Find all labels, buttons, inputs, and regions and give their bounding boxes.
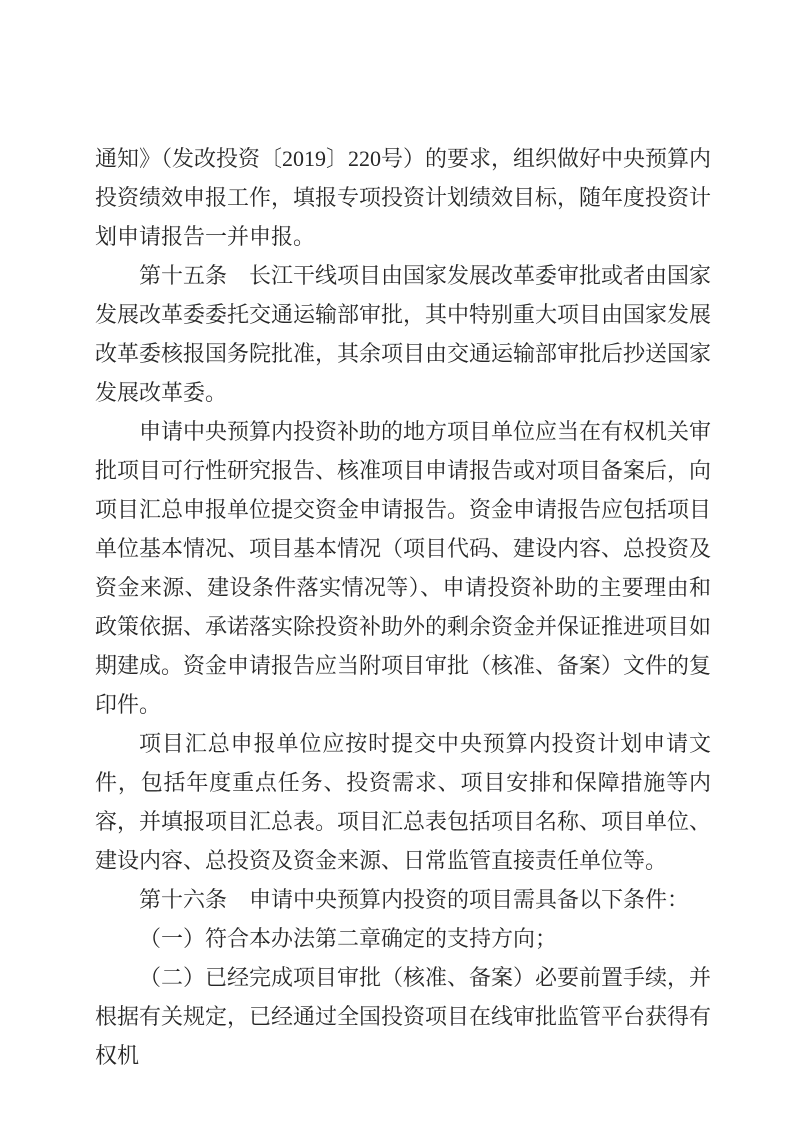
- paragraph: 第十六条 申请中央预算内投资的项目需具备以下条件：: [139, 887, 690, 912]
- paragraph: 通知》（发改投资〔2019〕220号）的要求，组织做好中央预算内投资绩效申报工作，填报专项投资计划绩效目标，随年度投资计划申请报告一并申报。: [95, 146, 712, 249]
- paragraph: （二）已经完成项目审批（核准、备案）必要前置手续，并根据有关规定，已经通过全国投资项目在线审批监管平台获得有权机: [95, 965, 712, 1068]
- paragraph: 项目汇总申报单位应按时提交中央预算内投资计划申请文件，包括年度重点任务、投资需求、项目安排和保障措施等内容，并填报项目汇总表。项目汇总表包括项目名称、项目单位、建设内容、总投资及资金来源、日常监管直接责任单位等。: [95, 731, 712, 873]
- paragraph: 第十五条 长江干线项目由国家发展改革委审批或者由国家发展改革委委托交通运输部审批，其中特别重大项目由国家发展改革委核报国务院批准，其余项目由交通运输部审批后抄送国家发展改革委。: [95, 263, 712, 405]
- paragraph: （一）符合本办法第二章确定的支持方向；: [139, 926, 558, 951]
- document-body: [95, 139, 711, 1075]
- paragraph: 申请中央预算内投资补助的地方项目单位应当在有权机关审批项目可行性研究报告、核准项目申请报告或对项目备案后，向项目汇总申报单位提交资金申请报告。资金申请报告应包括项目单位基本情况、项目基本情况（项目代码、建设内容、总投资及资金来源、建设条件落实情况等）、申请投资补助的主要理由和政策依据、承诺落实除投资补助外的剩余资金并保证推进项目如期建成。资金申请报告应当附项目审批（核准、备案）文件的复印件。: [95, 419, 712, 717]
